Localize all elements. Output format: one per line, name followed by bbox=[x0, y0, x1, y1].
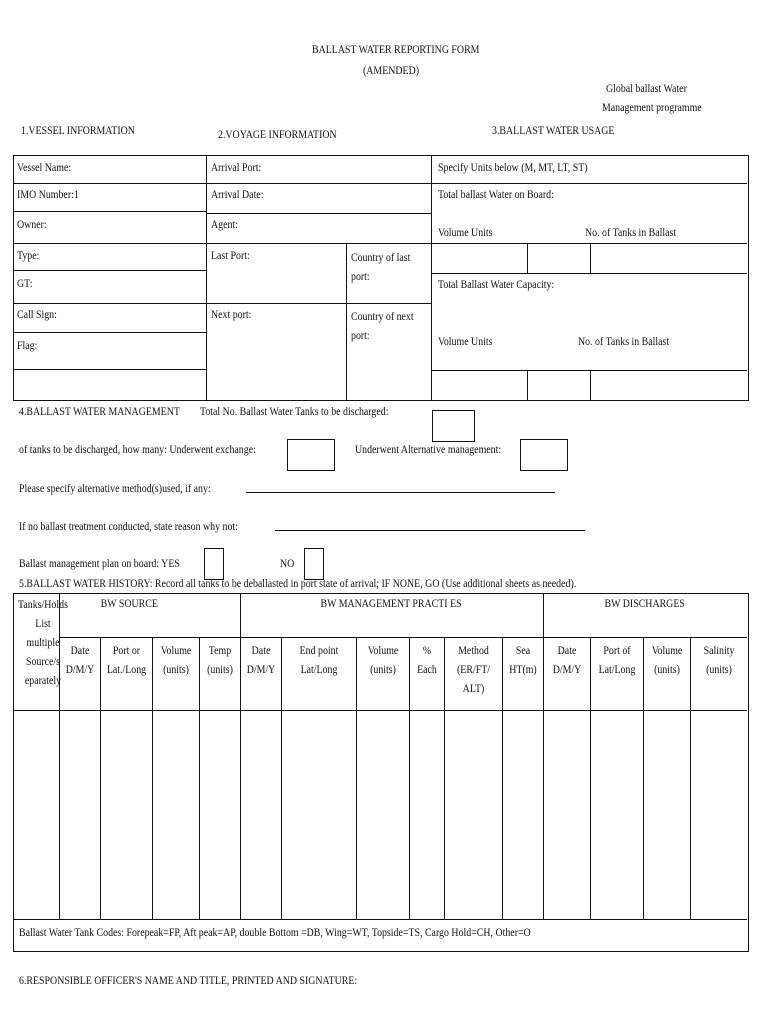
country-next-port-label: Country of next port: bbox=[351, 311, 414, 342]
section-voyage-heading: 2.VOYAGE INFORMATION bbox=[218, 129, 337, 141]
source-volume-header: Volume (units) bbox=[160, 645, 192, 676]
mgmt-sea-ht-header: Sea HT(m) bbox=[509, 645, 537, 676]
alternative-method-line[interactable] bbox=[246, 492, 555, 493]
type-label: Type: bbox=[17, 250, 40, 262]
source-date-header: Date D/M/Y bbox=[65, 645, 95, 676]
alternative-management-box[interactable] bbox=[520, 439, 568, 471]
tanks-in-ballast-label-2: No. of Tanks in Ballast bbox=[578, 336, 670, 348]
section-usage-heading: 3.BALLAST WATER USAGE bbox=[492, 125, 615, 137]
total-on-board-label: Total ballast Water on Board: bbox=[438, 189, 554, 201]
mgmt-volume-header: Volume (units) bbox=[367, 645, 399, 676]
management-plan-yes-label: Ballast management plan on board: YES bbox=[19, 558, 180, 570]
mgmt-endpoint-header: End point Lat/Long bbox=[299, 645, 339, 676]
agent-label: Agent: bbox=[211, 219, 238, 231]
mgmt-method-header: Method (ER/FT/ ALT) bbox=[457, 645, 490, 695]
source-port-header: Port or Lat./Long bbox=[106, 645, 147, 676]
underwent-exchange-box[interactable] bbox=[287, 439, 335, 471]
no-treatment-reason-line[interactable] bbox=[275, 530, 585, 531]
arrival-date-label: Arrival Date: bbox=[211, 189, 264, 201]
arrival-port-label: Arrival Port: bbox=[211, 162, 262, 174]
section-management-heading: 4.BALLAST WATER MANAGEMENT bbox=[19, 406, 180, 418]
plan-yes-checkbox[interactable] bbox=[204, 548, 224, 580]
volume-units-label-1: Volume Units bbox=[438, 227, 493, 239]
flag-label: Flag: bbox=[17, 340, 38, 352]
mgmt-date-header: Date D/M/Y bbox=[246, 645, 276, 676]
volume-units-label-2: Volume Units bbox=[438, 336, 493, 348]
section-vessel-heading: 1.VESSEL INFORMATION bbox=[21, 125, 135, 137]
section-history-heading: 5.BALLAST WATER HISTORY: Record all tanks to be deballasted in port state of arrival; IF NONE, GO (Use additional sheets as needed). bbox=[19, 578, 577, 590]
discharge-volume-header: Volume (units) bbox=[651, 645, 683, 676]
tanks-exchange-label: of tanks to be discharged, how many: Underwent exchange: bbox=[19, 444, 256, 456]
units-label: Specify Units below (M, MT, LT, ST) bbox=[438, 162, 588, 174]
total-capacity-label: Total Ballast Water Capacity: bbox=[438, 279, 555, 291]
programme-line-2: Management programme bbox=[602, 102, 702, 114]
bw-source-header: BW SOURCE bbox=[100, 598, 158, 610]
owner-label: Owner: bbox=[17, 219, 47, 231]
mgmt-percent-header: % Each bbox=[417, 645, 437, 676]
tanks-holds-header: Tanks/Holds List multiple Source/s eparately bbox=[18, 599, 68, 687]
discharge-date-header: Date D/M/Y bbox=[552, 645, 582, 676]
gt-label: GT: bbox=[17, 278, 33, 290]
discharge-port-header: Port of Lat/Long bbox=[598, 645, 636, 676]
discharge-salinity-header: Salinity (units) bbox=[703, 645, 735, 676]
imo-number-label: IMO Number:1 bbox=[17, 189, 79, 201]
form-subtitle: (AMENDED) bbox=[363, 65, 420, 77]
form-title: BALLAST WATER REPORTING FORM bbox=[312, 44, 480, 56]
alternative-management-label: Underwent Alternative management: bbox=[355, 444, 502, 456]
programme-line-1: Global ballast Water bbox=[606, 83, 687, 95]
call-sign-label: Call Sign: bbox=[17, 309, 57, 321]
plan-no-checkbox[interactable] bbox=[304, 548, 324, 580]
total-tanks-label: Total No. Ballast Water Tanks to be discharged: bbox=[200, 406, 389, 418]
bw-management-header: BW MANAGEMENT PRACTI ES bbox=[320, 598, 463, 610]
bw-discharges-header: BW DISCHARGES bbox=[604, 598, 686, 610]
next-port-label: Next port: bbox=[211, 309, 252, 321]
last-port-label: Last Port: bbox=[211, 250, 250, 262]
tanks-in-ballast-label-1: No. of Tanks in Ballast bbox=[585, 227, 677, 239]
no-treatment-reason-label: If no ballast treatment conducted, state reason why not: bbox=[19, 521, 238, 533]
tank-codes-legend: Ballast Water Tank Codes: Forepeak=FP, Aft peak=AP, double Bottom =DB, Wing=WT, Topside=TS, Cargo Hold=CH, Other=O bbox=[19, 927, 531, 939]
section-officer-heading: 6.RESPONSIBLE OFFICER'S NAME AND TITLE, PRINTED AND SIGNATURE: bbox=[19, 975, 358, 987]
alternative-method-label: Please specify alternative method(s)used, if any: bbox=[19, 483, 211, 495]
source-temp-header: Temp (units) bbox=[207, 645, 233, 676]
country-last-port-label: Country of last port: bbox=[351, 252, 411, 283]
total-tanks-box[interactable] bbox=[432, 410, 475, 442]
vessel-name-label: Vessel Name: bbox=[17, 162, 72, 174]
management-plan-no-label: NO bbox=[280, 558, 295, 570]
